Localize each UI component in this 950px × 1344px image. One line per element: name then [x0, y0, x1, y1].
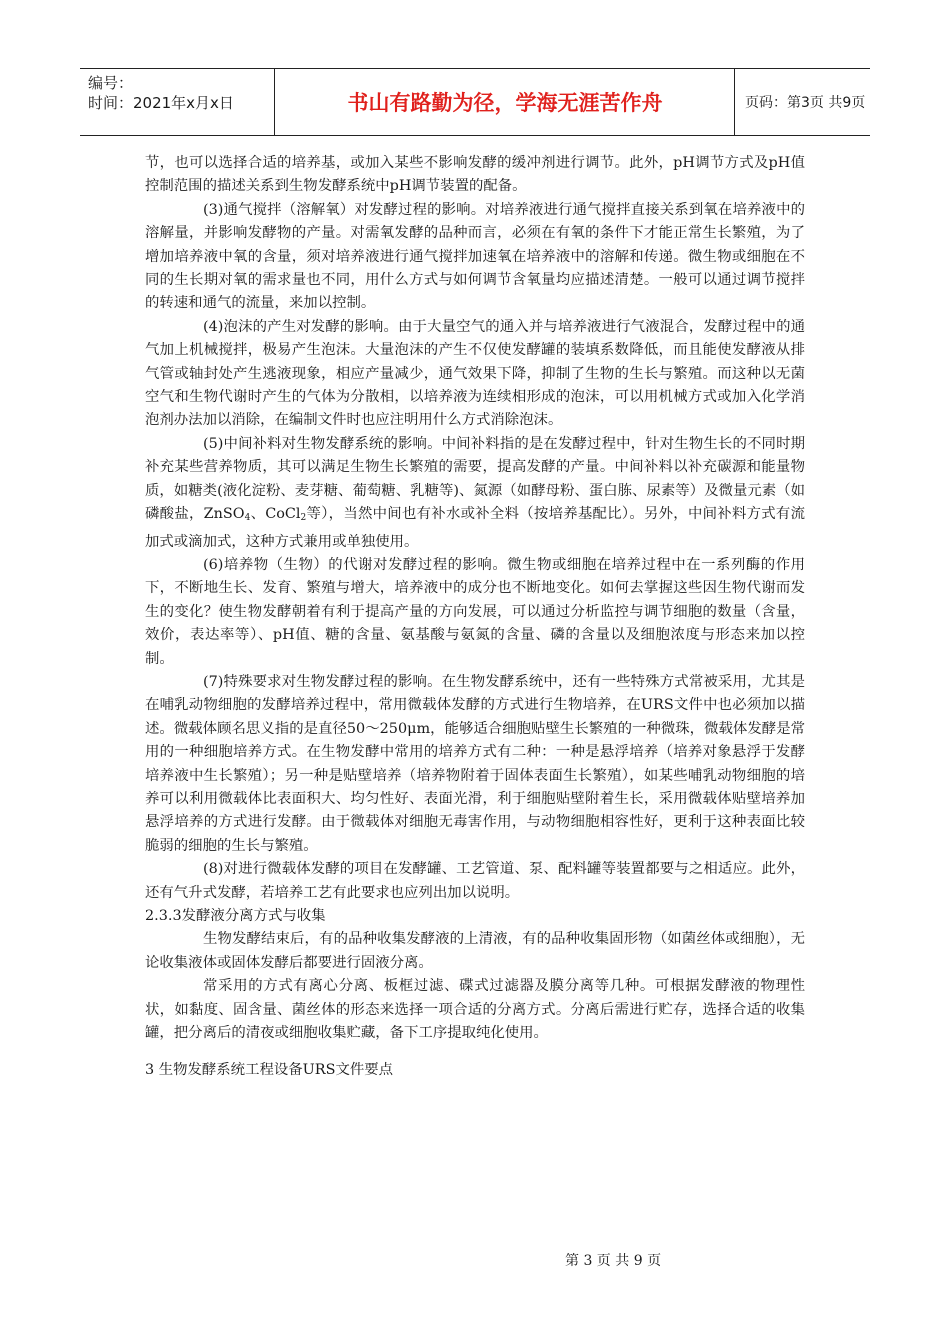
paragraph-microcarrier: (8)对进行微载体发酵的项目在发酵罐、工艺管道、泵、配料罐等装置都要与之相适应。此外，还有气升式发酵，若培养工艺有此要求也应列出加以说明。 — [145, 861, 805, 901]
paragraph-ph-continued: 节，也可以选择合适的培养基，或加入某些不影响发酵的缓冲剂进行调节。此外，pH调节方式及pH值控制范围的描述关系到生物发酵系统中pH调节装置的配备。 — [145, 155, 805, 195]
paragraph-feeding — [145, 433, 805, 554]
paragraph-harvest: 生物发酵结束后，有的品种收集发酵液的上清液，有的品种收集固形物（如菌丝体或细胞），无论收集液体或固体发酵后都要进行固液分离。 — [145, 931, 805, 971]
feeding-subscript-2: 2 — [300, 513, 307, 524]
paragraph-special-requirements: (7)特殊要求对生物发酵过程的影响。在生物发酵系统中，还有一些特殊方式常被采用，尤其是在哺乳动物细胞的发酵培养过程中，常用微载体发酵的方式进行生物培养，在URS文件中也必须加以描述。微载体顾名思义指的是直径50～250μm，能够适合细胞贴壁生长繁殖的一种微珠，微载体发酵是常用的一种细胞培养方式。在生物发酵中常用的培养方式有二种：一种是悬浮培养（培养对象悬浮于发酵培养液中生长繁殖）；另一种是贴壁培养（培养物附着于固体表面生长繁殖），如某些哺乳动物细胞的培养可以利用微载体比表面积大、均匀性好、表面光滑，利于细胞贴壁附着生长，采用微载体贴壁培养加悬浮培养的方式进行发酵。由于微载体对细胞无毒害作用，与动物细胞相容性好，更利于这种表面比较脆弱的细胞的生长与繁殖。 — [145, 673, 805, 854]
feeding-subscript-1: 4 — [244, 513, 251, 524]
header-table — [80, 68, 870, 136]
page-footer: 第 3 页 共 9 页 — [565, 1253, 662, 1269]
section-heading: 3 生物发酵系统工程设备URS文件要点 — [145, 1062, 394, 1079]
header-motto: 书山有路勤为径，学海无涯苦作舟 — [276, 69, 735, 135]
paragraph-foam: (4)泡沫的产生对发酵的影响。由于大量空气的通入并与培养液进行气液混合，发酵过程中的通气加上机械搅拌，极易产生泡沫。大量泡沫的产生不仅使发酵罐的装填系数降低，而且能使发酵液从排气管或轴封处产生逃液现象，相应产量减少，通气效果下降，抑制了生物的生长与繁殖。而这种以无菌空气和生物代谢时产生的气体为分散相，以培养液为连续相形成的泡沫，可以用机械方式或加入化学消泡剂办法加以消除，在编制文件时也应注明用什么方式消除泡沫。 — [145, 318, 805, 429]
header-number: 编号： — [88, 74, 134, 92]
paragraph-aeration: (3)通气搅拌（溶解氧）对发酵过程的影响。对培养液进行通气搅拌直接关系到氧在培养液中的溶解量，并影响发酵物的产量。对需氧发酵的品种而言，必须在有氧的条件下才能正常生长繁殖，为了增加培养液中氧的含量，须对培养液进行通气搅拌加速氧在培养液中的溶解和传递。微生物或细胞在不同的生长期对氧的需求量也不同，用什么方式与如何调节含氧量均应描述清楚。一般可以通过调节搅拌的转速和通气的流量，来加以控制。 — [145, 201, 805, 312]
feeding-text-3: 等），当然中间也有补水或补全料（按培养基配比）。另外，中间补料方式有流加式或滴加式，这种方式兼用或单独使用。 — [145, 506, 805, 550]
header-date: 时间：2021年x月x日 — [88, 94, 234, 112]
feeding-text-1: (5)中间补料对生物发酵系统的影响。中间补料指的是在发酵过程中，针对生物生长的不同时期补充某些营养物质，其可以满足生物生长繁殖的需要，提高发酵的产量。中间补料以补充碳源和能量物质，如糖类(液化淀粉、麦芽糖、葡萄糖、乳糖等)、氮源（如酵母粉、蛋白胨、尿素等）及微量元素（如磷酸盐，ZnSO — [145, 435, 805, 523]
paragraph-metabolism: (6)培养物（生物）的代谢对发酵过程的影响。微生物或细胞在培养过程中在一系列酶的作用下，不断地生长、发育、繁殖与增大，培养液中的成分也不断地变化。如何去掌握这些因生物代谢而发生的变化？使生物发酵朝着有利于提高产量的方向发展，可以通过分析监控与调节细胞的数量（含量，效价，表达率等）、pH值、糖的含量、氨基酸与氨氮的含量、磷的含量以及细胞浓度与形态来加以控制。 — [145, 556, 805, 667]
document-body — [145, 152, 805, 1083]
header-meta — [80, 69, 275, 135]
header-page-info: 页码：第3页 共9页 — [745, 95, 866, 111]
subheading-separation: 2.3.3发酵液分离方式与收集 — [145, 908, 326, 924]
paragraph-separation-methods: 常采用的方式有离心分离、板框过滤、碟式过滤器及膜分离等几种。可根据发酵液的物理性状，如黏度、固含量、菌丝体的形态来选择一项合适的分离方式。分离后需进行贮存，选择合适的收集罐，把分离后的清夜或细胞收集贮藏，备下工序提取纯化使用。 — [145, 978, 805, 1042]
feeding-text-2: 、CoCl — [250, 506, 301, 523]
